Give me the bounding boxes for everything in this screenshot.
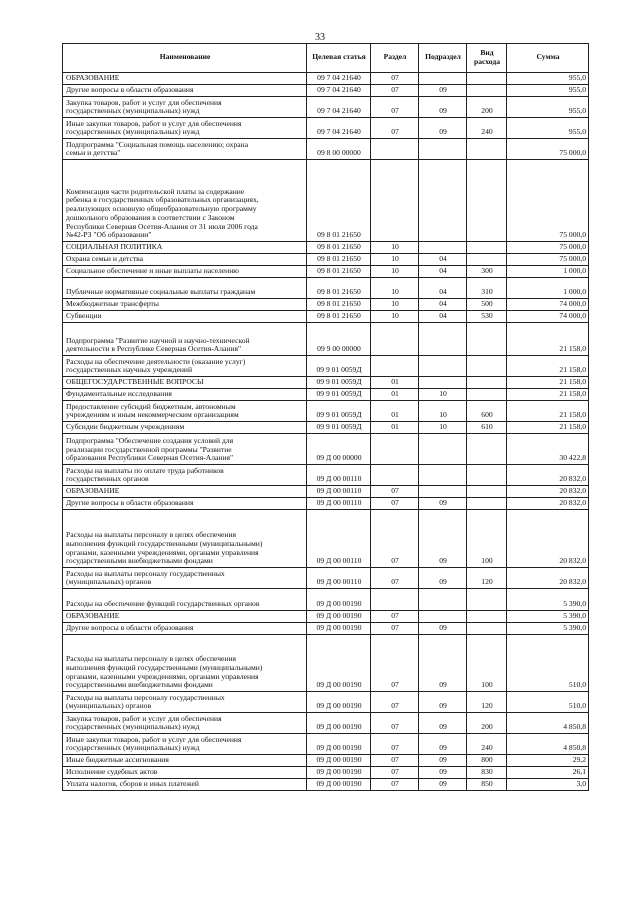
table-row bbox=[63, 465, 589, 486]
table-row bbox=[63, 767, 589, 779]
cell-sum: 75 000,0 bbox=[507, 254, 589, 266]
table-row bbox=[63, 311, 589, 323]
cell-expense-kind bbox=[467, 434, 507, 465]
cell-target-article: 09 8 01 21650 bbox=[307, 254, 371, 266]
cell-subsection: 09 bbox=[419, 755, 467, 767]
cell-expense-kind bbox=[467, 356, 507, 377]
table-row bbox=[63, 713, 589, 734]
cell-sum: 75 000,0 bbox=[507, 160, 589, 242]
cell-sum: 21 158,0 bbox=[507, 401, 589, 422]
cell-sum: 3,0 bbox=[507, 779, 589, 791]
cell-subsection: 10 bbox=[419, 401, 467, 422]
table-row bbox=[63, 73, 589, 85]
cell-expense-kind: 200 bbox=[467, 97, 507, 118]
cell-name: Подпрограмма "Развитие научной и научно-технической деятельности в Республике Северная Осетия-Алания" bbox=[63, 323, 307, 356]
table-row bbox=[63, 635, 589, 692]
cell-target-article: 09 9 01 0059Д bbox=[307, 389, 371, 401]
cell-section: 01 bbox=[371, 389, 419, 401]
table-row bbox=[63, 434, 589, 465]
cell-name: Охрана семьи и детства bbox=[63, 254, 307, 266]
cell-section: 10 bbox=[371, 242, 419, 254]
cell-subsection: 09 bbox=[419, 635, 467, 692]
cell-name: Расходы на выплаты персоналу в целях обеспечения выполнения функций государственными (муниципальными) органами, казенными учреждениями, органами управления государственными внебюджетными фондами bbox=[63, 510, 307, 568]
cell-section: 07 bbox=[371, 767, 419, 779]
cell-name: ОБЩЕГОСУДАРСТВЕННЫЕ ВОПРОСЫ bbox=[63, 377, 307, 389]
cell-target-article: 09 Д 00 00110 bbox=[307, 510, 371, 568]
cell-subsection: 10 bbox=[419, 422, 467, 434]
cell-expense-kind bbox=[467, 389, 507, 401]
cell-subsection bbox=[419, 611, 467, 623]
cell-expense-kind: 100 bbox=[467, 510, 507, 568]
cell-subsection bbox=[419, 589, 467, 611]
cell-sum: 4 850,8 bbox=[507, 713, 589, 734]
cell-expense-kind: 100 bbox=[467, 635, 507, 692]
table-row bbox=[63, 266, 589, 278]
cell-expense-kind: 530 bbox=[467, 311, 507, 323]
budget-table bbox=[62, 43, 589, 791]
cell-subsection bbox=[419, 242, 467, 254]
cell-target-article: 09 Д 00 00190 bbox=[307, 767, 371, 779]
table-body bbox=[63, 73, 589, 791]
cell-name: Расходы на выплаты персоналу государственных (муниципальных) органов bbox=[63, 692, 307, 713]
cell-sum: 20 832,0 bbox=[507, 510, 589, 568]
table-header-row bbox=[63, 44, 589, 73]
cell-target-article: 09 Д 00 00190 bbox=[307, 779, 371, 791]
cell-name: Публичные нормативные социальные выплаты гражданам bbox=[63, 278, 307, 299]
cell-name: Расходы на выплаты персоналу государственных (муниципальных) органов bbox=[63, 568, 307, 589]
cell-subsection bbox=[419, 465, 467, 486]
cell-expense-kind: 610 bbox=[467, 422, 507, 434]
cell-expense-kind: 120 bbox=[467, 692, 507, 713]
cell-name: Фундаментальные исследования bbox=[63, 389, 307, 401]
cell-name: Другие вопросы в области образования bbox=[63, 623, 307, 635]
header-section: Раздел bbox=[371, 44, 419, 73]
cell-subsection: 09 bbox=[419, 85, 467, 97]
cell-target-article: 09 8 01 21650 bbox=[307, 266, 371, 278]
cell-sum: 75 000,0 bbox=[507, 242, 589, 254]
cell-expense-kind: 240 bbox=[467, 118, 507, 139]
cell-section: 07 bbox=[371, 779, 419, 791]
cell-subsection: 09 bbox=[419, 498, 467, 510]
cell-expense-kind: 120 bbox=[467, 568, 507, 589]
cell-target-article: 09 9 00 00000 bbox=[307, 323, 371, 356]
cell-sum: 21 158,0 bbox=[507, 377, 589, 389]
cell-name: Субвенции bbox=[63, 311, 307, 323]
cell-name: Компенсация части родительской платы за содержание ребенка в государственных образовательных организациях, реализующих основную общеобразовательную программу дошкольного образования в соответствии с Законом Республики Северная Осетия-Алания от 31 июля 2006 года №42-РЗ "Об образовании" bbox=[63, 160, 307, 242]
cell-target-article: 09 8 01 21650 bbox=[307, 278, 371, 299]
cell-target-article: 09 Д 00 00190 bbox=[307, 713, 371, 734]
cell-sum: 955,0 bbox=[507, 73, 589, 85]
table-row bbox=[63, 118, 589, 139]
cell-subsection bbox=[419, 160, 467, 242]
cell-name: Подпрограмма "Социальная помощь населению; охрана семьи и детства" bbox=[63, 139, 307, 160]
table-row bbox=[63, 498, 589, 510]
cell-subsection: 09 bbox=[419, 623, 467, 635]
cell-subsection: 09 bbox=[419, 779, 467, 791]
cell-section: 01 bbox=[371, 401, 419, 422]
cell-sum: 74 000,0 bbox=[507, 299, 589, 311]
cell-subsection: 09 bbox=[419, 692, 467, 713]
cell-target-article: 09 7 04 21640 bbox=[307, 85, 371, 97]
cell-target-article: 09 Д 00 00110 bbox=[307, 465, 371, 486]
table-row bbox=[63, 323, 589, 356]
cell-section: 07 bbox=[371, 755, 419, 767]
cell-section: 07 bbox=[371, 635, 419, 692]
cell-sum: 75 000,0 bbox=[507, 139, 589, 160]
table-row bbox=[63, 278, 589, 299]
cell-subsection bbox=[419, 139, 467, 160]
page-number: 33 bbox=[315, 32, 325, 43]
cell-sum: 26,1 bbox=[507, 767, 589, 779]
cell-subsection: 09 bbox=[419, 118, 467, 139]
cell-name: Уплата налогов, сборов и иных платежей bbox=[63, 779, 307, 791]
cell-sum: 510,0 bbox=[507, 692, 589, 713]
cell-subsection bbox=[419, 356, 467, 377]
table-row bbox=[63, 611, 589, 623]
table-row bbox=[63, 377, 589, 389]
cell-section: 01 bbox=[371, 422, 419, 434]
cell-expense-kind bbox=[467, 623, 507, 635]
cell-expense-kind bbox=[467, 242, 507, 254]
cell-target-article: 09 Д 00 00190 bbox=[307, 755, 371, 767]
cell-name: Субсидии бюджетным учреждениям bbox=[63, 422, 307, 434]
table-row bbox=[63, 389, 589, 401]
cell-section: 07 bbox=[371, 85, 419, 97]
cell-sum: 955,0 bbox=[507, 85, 589, 97]
cell-sum: 20 832,0 bbox=[507, 498, 589, 510]
cell-name: Расходы на обеспечение деятельности (оказание услуг) государственных научных учреждений bbox=[63, 356, 307, 377]
cell-section: 07 bbox=[371, 486, 419, 498]
cell-name: Социальное обеспечение и иные выплаты населению bbox=[63, 266, 307, 278]
cell-sum: 1 000,0 bbox=[507, 266, 589, 278]
header-sum: Сумма bbox=[507, 44, 589, 73]
table-row bbox=[63, 85, 589, 97]
cell-subsection: 09 bbox=[419, 568, 467, 589]
cell-name: Закупка товаров, работ и услуг для обеспечения государственных (муниципальных) нужд bbox=[63, 713, 307, 734]
cell-expense-kind bbox=[467, 323, 507, 356]
cell-sum: 21 158,0 bbox=[507, 389, 589, 401]
header-expense-kind: Вид расхода bbox=[467, 44, 507, 73]
cell-expense-kind bbox=[467, 498, 507, 510]
cell-section bbox=[371, 589, 419, 611]
cell-target-article: 09 Д 00 00190 bbox=[307, 589, 371, 611]
cell-target-article: 09 Д 00 00190 bbox=[307, 692, 371, 713]
cell-target-article: 09 Д 00 00190 bbox=[307, 623, 371, 635]
cell-sum: 20 832,0 bbox=[507, 465, 589, 486]
cell-name: ОБРАЗОВАНИЕ bbox=[63, 486, 307, 498]
cell-sum: 20 832,0 bbox=[507, 568, 589, 589]
cell-sum: 21 158,0 bbox=[507, 356, 589, 377]
table-row bbox=[63, 486, 589, 498]
cell-expense-kind bbox=[467, 377, 507, 389]
cell-section: 07 bbox=[371, 713, 419, 734]
header-name: Наименование bbox=[63, 44, 307, 73]
cell-target-article: 09 8 01 21650 bbox=[307, 311, 371, 323]
header-target-article: Целевая статья bbox=[307, 44, 371, 73]
cell-sum: 29,2 bbox=[507, 755, 589, 767]
cell-expense-kind bbox=[467, 160, 507, 242]
cell-expense-kind: 300 bbox=[467, 266, 507, 278]
cell-expense-kind bbox=[467, 85, 507, 97]
cell-section bbox=[371, 465, 419, 486]
cell-name: Иные закупки товаров, работ и услуг для обеспечения государственных (муниципальных) нужд bbox=[63, 734, 307, 755]
cell-target-article: 09 Д 00 00190 bbox=[307, 635, 371, 692]
cell-name: Расходы на выплаты персоналу в целях обеспечения выполнения функций государственными (муниципальными) органами, казенными учреждениями, органами управления государственными внебюджетными фондами bbox=[63, 635, 307, 692]
cell-sum: 1 000,0 bbox=[507, 278, 589, 299]
cell-section: 07 bbox=[371, 734, 419, 755]
cell-target-article: 09 7 04 21640 bbox=[307, 73, 371, 85]
cell-expense-kind: 500 bbox=[467, 299, 507, 311]
cell-target-article: 09 8 00 00000 bbox=[307, 139, 371, 160]
table-row bbox=[63, 299, 589, 311]
cell-section: 10 bbox=[371, 311, 419, 323]
cell-section bbox=[371, 434, 419, 465]
cell-subsection bbox=[419, 323, 467, 356]
table-row bbox=[63, 568, 589, 589]
table-row bbox=[63, 692, 589, 713]
cell-target-article: 09 8 01 21650 bbox=[307, 160, 371, 242]
table-row bbox=[63, 589, 589, 611]
table-row bbox=[63, 254, 589, 266]
table-row bbox=[63, 422, 589, 434]
cell-name: Другие вопросы в области образования bbox=[63, 85, 307, 97]
cell-section: 07 bbox=[371, 498, 419, 510]
cell-section: 07 bbox=[371, 623, 419, 635]
cell-sum: 4 850,8 bbox=[507, 734, 589, 755]
cell-expense-kind bbox=[467, 486, 507, 498]
cell-name: Закупка товаров, работ и услуг для обеспечения государственных (муниципальных) нужд bbox=[63, 97, 307, 118]
table-row bbox=[63, 356, 589, 377]
table-row bbox=[63, 510, 589, 568]
table-row bbox=[63, 401, 589, 422]
cell-section: 10 bbox=[371, 254, 419, 266]
cell-subsection: 04 bbox=[419, 278, 467, 299]
cell-section: 07 bbox=[371, 118, 419, 139]
cell-expense-kind: 800 bbox=[467, 755, 507, 767]
cell-target-article: 09 8 01 21650 bbox=[307, 299, 371, 311]
table-row bbox=[63, 242, 589, 254]
cell-name: Подпрограмма "Обеспечение создания условий для реализации государственной программы "Развитие образования Республики Северная Осетия-Алания" bbox=[63, 434, 307, 465]
cell-section: 10 bbox=[371, 299, 419, 311]
table-row bbox=[63, 779, 589, 791]
cell-name: Другие вопросы в области образования bbox=[63, 498, 307, 510]
cell-expense-kind: 830 bbox=[467, 767, 507, 779]
cell-section bbox=[371, 139, 419, 160]
table-row bbox=[63, 755, 589, 767]
cell-target-article: 09 9 01 0059Д bbox=[307, 422, 371, 434]
cell-expense-kind: 240 bbox=[467, 734, 507, 755]
cell-name: Исполнение судебных актов bbox=[63, 767, 307, 779]
cell-expense-kind: 310 bbox=[467, 278, 507, 299]
cell-target-article: 09 Д 00 00190 bbox=[307, 611, 371, 623]
cell-sum: 5 390,0 bbox=[507, 589, 589, 611]
table-row bbox=[63, 734, 589, 755]
cell-name: Расходы на выплаты по оплате труда работников государственных органов bbox=[63, 465, 307, 486]
cell-sum: 510,0 bbox=[507, 635, 589, 692]
cell-section bbox=[371, 323, 419, 356]
cell-subsection: 04 bbox=[419, 299, 467, 311]
cell-subsection: 09 bbox=[419, 510, 467, 568]
cell-subsection: 09 bbox=[419, 767, 467, 779]
cell-section: 07 bbox=[371, 568, 419, 589]
cell-name: Иные бюджетные ассигнования bbox=[63, 755, 307, 767]
cell-subsection bbox=[419, 377, 467, 389]
cell-sum: 74 000,0 bbox=[507, 311, 589, 323]
cell-expense-kind: 600 bbox=[467, 401, 507, 422]
table-row bbox=[63, 623, 589, 635]
cell-section: 10 bbox=[371, 266, 419, 278]
cell-section bbox=[371, 160, 419, 242]
cell-sum: 21 158,0 bbox=[507, 323, 589, 356]
header-subsection: Подраздел bbox=[419, 44, 467, 73]
cell-subsection bbox=[419, 73, 467, 85]
cell-target-article: 09 9 01 0059Д bbox=[307, 356, 371, 377]
cell-expense-kind bbox=[467, 139, 507, 160]
cell-expense-kind bbox=[467, 611, 507, 623]
cell-name: СОЦИАЛЬНАЯ ПОЛИТИКА bbox=[63, 242, 307, 254]
cell-expense-kind bbox=[467, 589, 507, 611]
cell-sum: 5 390,0 bbox=[507, 623, 589, 635]
cell-expense-kind bbox=[467, 254, 507, 266]
cell-subsection bbox=[419, 486, 467, 498]
cell-expense-kind: 850 bbox=[467, 779, 507, 791]
table-row bbox=[63, 97, 589, 118]
cell-section: 07 bbox=[371, 510, 419, 568]
table-row bbox=[63, 160, 589, 242]
cell-sum: 20 832,0 bbox=[507, 486, 589, 498]
cell-subsection: 04 bbox=[419, 266, 467, 278]
cell-subsection: 09 bbox=[419, 713, 467, 734]
cell-section: 07 bbox=[371, 73, 419, 85]
cell-expense-kind: 200 bbox=[467, 713, 507, 734]
cell-sum: 955,0 bbox=[507, 97, 589, 118]
cell-section bbox=[371, 356, 419, 377]
cell-target-article: 09 Д 00 00110 bbox=[307, 486, 371, 498]
cell-name: ОБРАЗОВАНИЕ bbox=[63, 73, 307, 85]
cell-sum: 5 390,0 bbox=[507, 611, 589, 623]
cell-target-article: 09 Д 00 00190 bbox=[307, 734, 371, 755]
cell-sum: 955,0 bbox=[507, 118, 589, 139]
cell-subsection bbox=[419, 434, 467, 465]
cell-name: ОБРАЗОВАНИЕ bbox=[63, 611, 307, 623]
cell-target-article: 09 Д 00 00110 bbox=[307, 498, 371, 510]
cell-target-article: 09 Д 00 00110 bbox=[307, 568, 371, 589]
cell-name: Предоставление субсидий бюджетным, автономным учреждениям и иным некоммерческим организациям bbox=[63, 401, 307, 422]
cell-subsection: 04 bbox=[419, 311, 467, 323]
cell-target-article: 09 Д 00 00000 bbox=[307, 434, 371, 465]
cell-name: Расходы на обеспечение функций государственных органов bbox=[63, 589, 307, 611]
cell-section: 01 bbox=[371, 377, 419, 389]
cell-section: 10 bbox=[371, 278, 419, 299]
cell-name: Межбюджетные трансферты bbox=[63, 299, 307, 311]
cell-target-article: 09 7 04 21640 bbox=[307, 118, 371, 139]
cell-subsection: 09 bbox=[419, 734, 467, 755]
cell-section: 07 bbox=[371, 97, 419, 118]
cell-target-article: 09 9 01 0059Д bbox=[307, 401, 371, 422]
table-row bbox=[63, 139, 589, 160]
cell-target-article: 09 7 04 21640 bbox=[307, 97, 371, 118]
cell-target-article: 09 9 01 0059Д bbox=[307, 377, 371, 389]
cell-subsection: 09 bbox=[419, 97, 467, 118]
cell-sum: 30 422,8 bbox=[507, 434, 589, 465]
cell-section: 07 bbox=[371, 611, 419, 623]
cell-expense-kind bbox=[467, 465, 507, 486]
cell-section: 07 bbox=[371, 692, 419, 713]
cell-subsection: 10 bbox=[419, 389, 467, 401]
cell-name: Иные закупки товаров, работ и услуг для обеспечения государственных (муниципальных) нужд bbox=[63, 118, 307, 139]
cell-subsection: 04 bbox=[419, 254, 467, 266]
cell-expense-kind bbox=[467, 73, 507, 85]
cell-sum: 21 158,0 bbox=[507, 422, 589, 434]
cell-target-article: 09 8 01 21650 bbox=[307, 242, 371, 254]
